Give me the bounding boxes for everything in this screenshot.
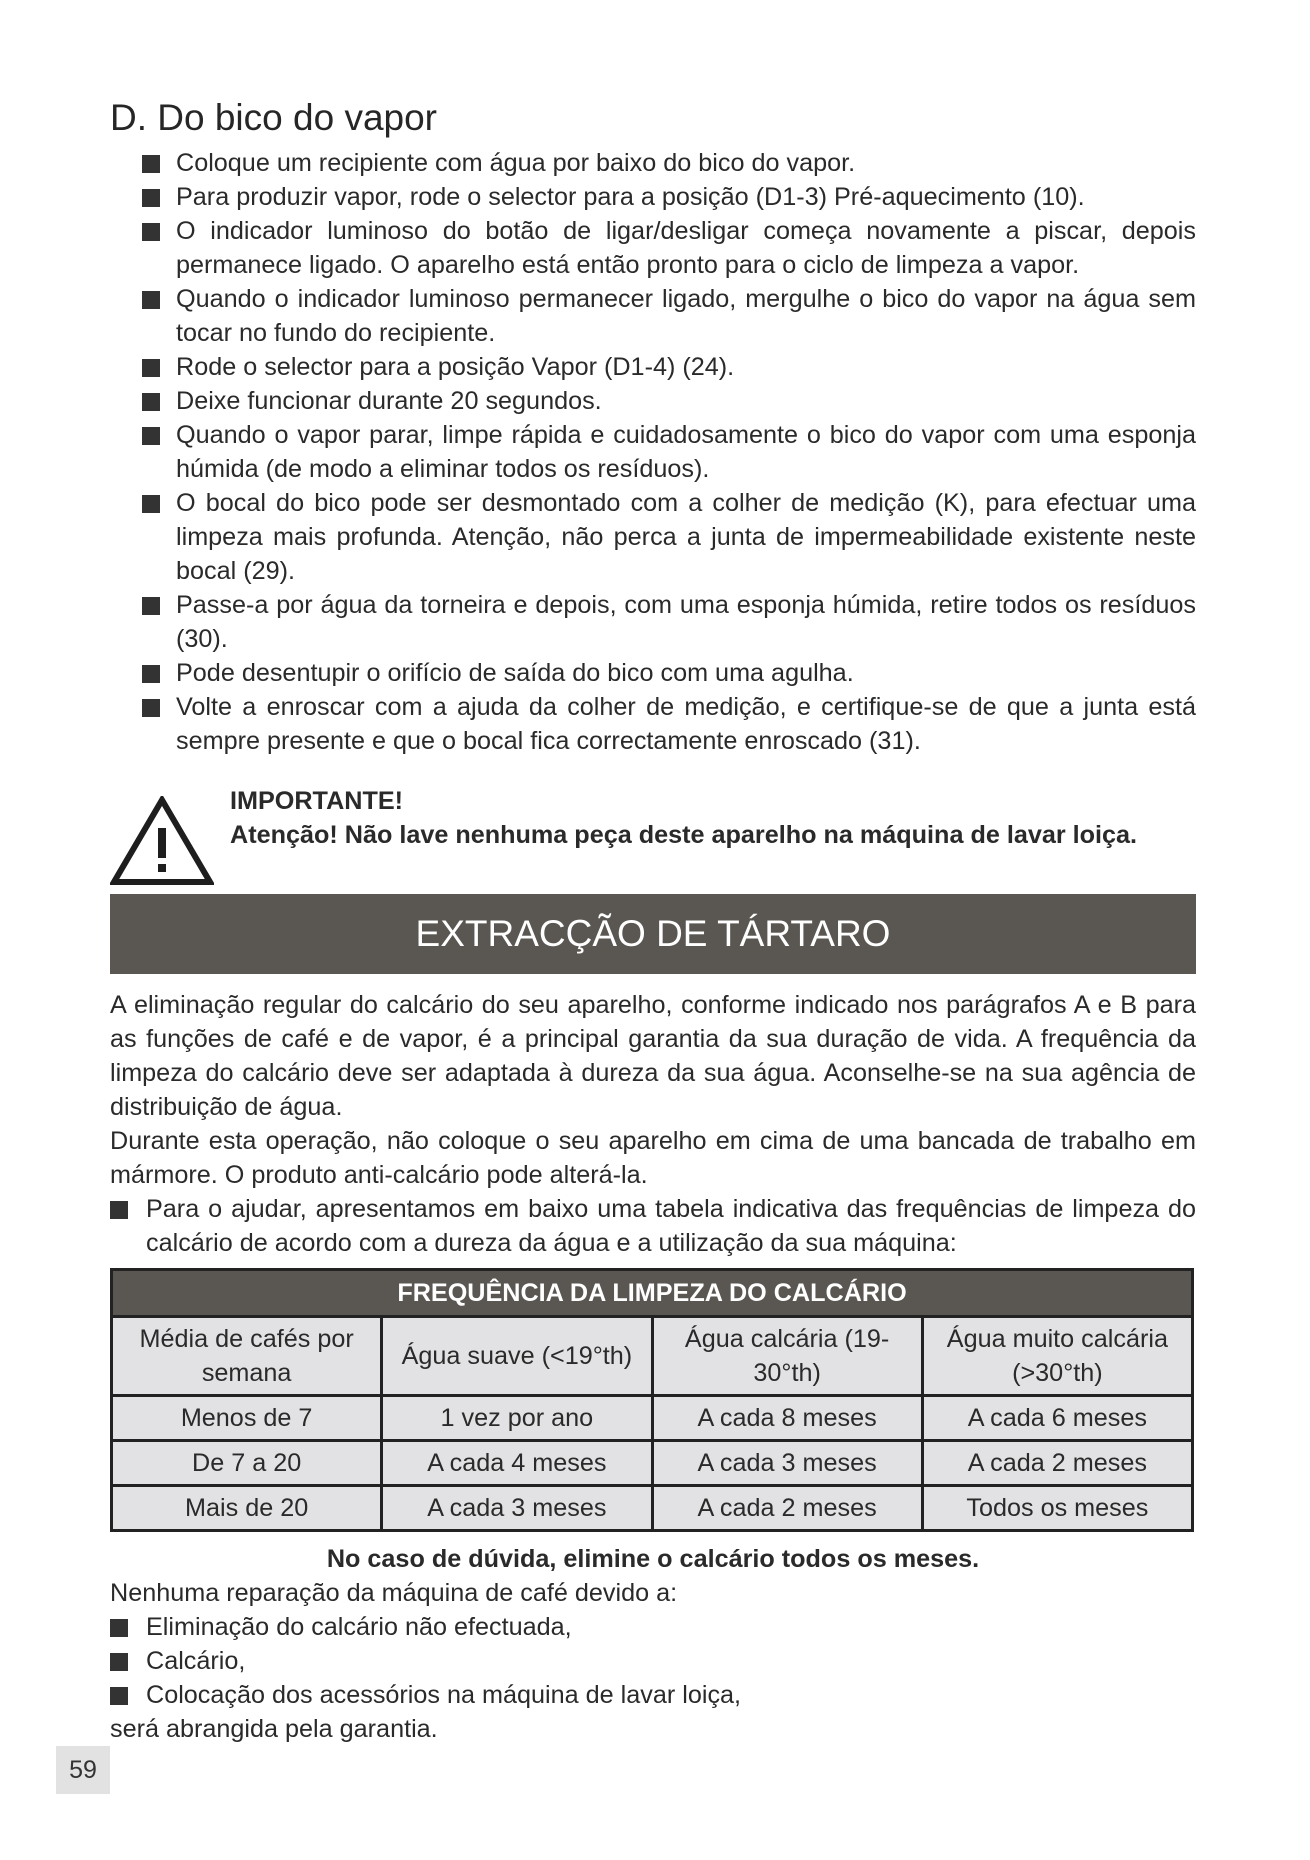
warranty-intro: Nenhuma reparação da máquina de café devido a:	[110, 1579, 678, 1607]
table-cell: A cada 2 meses	[652, 1486, 922, 1531]
table-row	[112, 1396, 1193, 1441]
descaling-frequency-table	[110, 1268, 1194, 1532]
square-bullet-icon	[142, 189, 160, 207]
table-cell: 1 vez por ano	[382, 1396, 652, 1441]
table-cell: A cada 4 meses	[382, 1441, 652, 1486]
square-bullet-icon	[142, 155, 160, 173]
list-item: Eliminação do calcário não efectuada,	[110, 1610, 1196, 1644]
square-bullet-icon	[142, 665, 160, 683]
table-cell: A cada 2 meses	[922, 1441, 1192, 1486]
table-header-row	[112, 1317, 1193, 1396]
square-bullet-icon	[110, 1619, 128, 1637]
descaling-bullets	[110, 1192, 1196, 1260]
section-title: D. Do bico do vapor	[110, 97, 438, 138]
table-row	[112, 1486, 1193, 1531]
warranty-outro: será abrangida pela garantia.	[110, 1715, 438, 1743]
warning-text: Atenção! Não lave nenhuma peça deste aparelho na máquina de lavar loiça.	[230, 821, 1138, 849]
table-cell: A cada 8 meses	[652, 1396, 922, 1441]
table-cell: A cada 3 meses	[382, 1486, 652, 1531]
table-cell: A cada 3 meses	[652, 1441, 922, 1486]
list-item: O indicador luminoso do botão de ligar/desligar começa novamente a piscar, depois permanece ligado. O aparelho está então pronto para o ciclo de limpeza a vapor.	[142, 214, 1196, 282]
list-item: O bocal do bico pode ser desmontado com a colher de medição (K), para efectuar uma limpeza mais profunda. Atenção, não perca a junta de impermeabilidade existente neste bocal (29).	[142, 486, 1196, 588]
table-cell: De 7 a 20	[112, 1441, 382, 1486]
square-bullet-icon	[110, 1653, 128, 1671]
table-header-cell: Média de cafés por semana	[112, 1317, 382, 1396]
square-bullet-icon	[110, 1201, 128, 1219]
descaling-paragraph: A eliminação regular do calcário do seu aparelho, conforme indicado nos parágrafos A e B para as funções de café e de vapor, é a principal garantia da sua duração de vida. A frequência da limpeza do calcário deve ser adaptada à dureza da sua água. Aconselhe-se na sua agência de distribuição de água.	[110, 991, 1196, 1121]
descaling-note: No caso de dúvida, elimine o calcário todos os meses.	[326, 1545, 980, 1573]
table-cell: Todos os meses	[922, 1486, 1192, 1531]
list-item: Colocação dos acessórios na máquina de lavar loiça,	[110, 1678, 1196, 1712]
square-bullet-icon	[142, 427, 160, 445]
table-cell: A cada 6 meses	[922, 1396, 1192, 1441]
square-bullet-icon	[142, 291, 160, 309]
table-header-cell: Água muito calcária (>30°th)	[922, 1317, 1192, 1396]
table-row	[112, 1441, 1193, 1486]
descaling-paragraph: Durante esta operação, não coloque o seu aparelho em cima de uma bancada de trabalho em mármore. O produto anti-calcário pode alterá-la.	[110, 1127, 1196, 1189]
list-item: Rode o selector para a posição Vapor (D1-4) (24).	[142, 350, 1196, 384]
table-header-cell: Água suave (<19°th)	[382, 1317, 652, 1396]
square-bullet-icon	[142, 359, 160, 377]
list-item: Para o ajudar, apresentamos em baixo uma tabela indicativa das frequências de limpeza do calcário de acordo com a dureza da água e a utilização da sua máquina:	[110, 1192, 1196, 1260]
table-title: FREQUÊNCIA DA LIMPEZA DO CALCÁRIO	[112, 1270, 1193, 1317]
table-cell: Menos de 7	[112, 1396, 382, 1441]
list-item: Deixe funcionar durante 20 segundos.	[142, 384, 1196, 418]
warning-title: IMPORTANTE!	[230, 787, 404, 815]
warning-box	[110, 784, 1196, 884]
square-bullet-icon	[142, 495, 160, 513]
square-bullet-icon	[142, 223, 160, 241]
warranty-exclusions	[110, 1610, 1196, 1712]
steam-nozzle-steps	[110, 146, 1196, 758]
descaling-banner: EXTRACÇÃO DE TÁRTARO	[110, 894, 1196, 974]
list-item: Coloque um recipiente com água por baixo do bico do vapor.	[142, 146, 1196, 180]
list-item: Calcário,	[110, 1644, 1196, 1678]
list-item: Volte a enroscar com a ajuda da colher de medição, e certifique-se de que a junta está sempre presente e que o bocal fica correctamente enroscado (31).	[142, 690, 1196, 758]
square-bullet-icon	[142, 699, 160, 717]
square-bullet-icon	[142, 597, 160, 615]
list-item: Para produzir vapor, rode o selector para a posição (D1-3) Pré-aquecimento (10).	[142, 180, 1196, 214]
square-bullet-icon	[142, 393, 160, 411]
square-bullet-icon	[110, 1687, 128, 1705]
page-content	[110, 96, 1196, 1746]
table-header-cell: Água calcária (19-30°th)	[652, 1317, 922, 1396]
page-number: 59	[56, 1746, 110, 1794]
table-cell: Mais de 20	[112, 1486, 382, 1531]
warning-triangle-icon	[110, 796, 214, 886]
list-item: Quando o vapor parar, limpe rápida e cuidadosamente o bico do vapor com uma esponja húmida (de modo a eliminar todos os resíduos).	[142, 418, 1196, 486]
list-item: Pode desentupir o orifício de saída do bico com uma agulha.	[142, 656, 1196, 690]
list-item: Passe-a por água da torneira e depois, com uma esponja húmida, retire todos os resíduos (30).	[142, 588, 1196, 656]
list-item: Quando o indicador luminoso permanecer ligado, mergulhe o bico do vapor na água sem tocar no fundo do recipiente.	[142, 282, 1196, 350]
